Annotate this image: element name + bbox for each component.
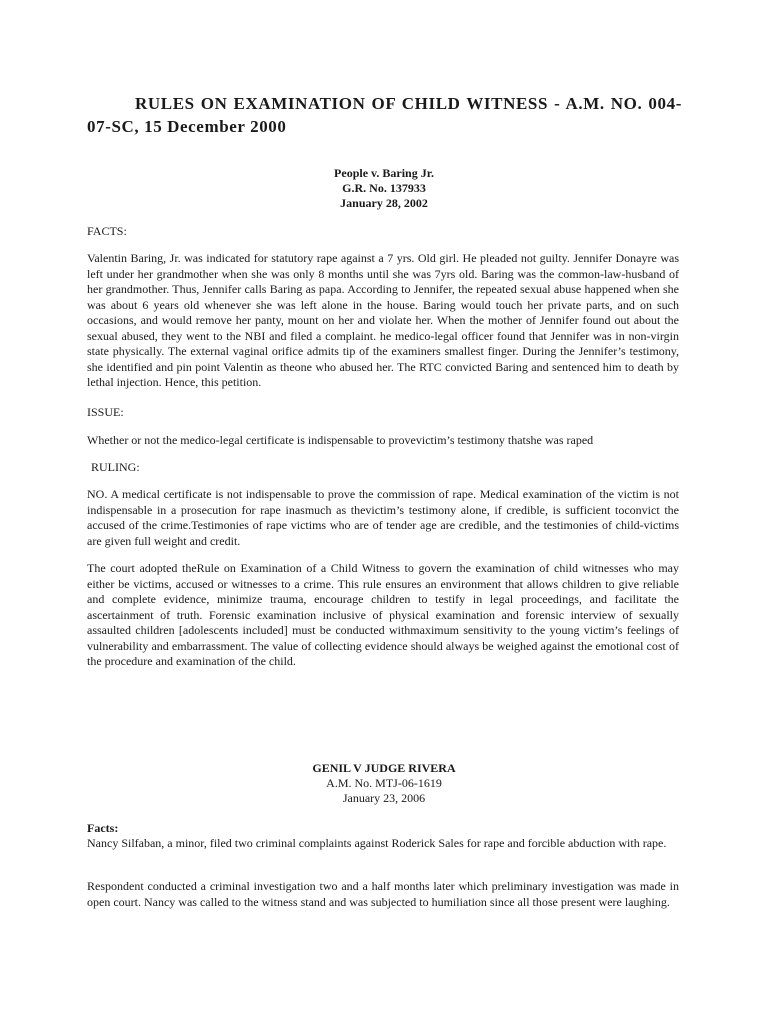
case2-facts-text-1: Nancy Silfaban, a minor, filed two criminal complaints against Roderick Sales for rape and forcible abduction with rape. <box>87 836 667 850</box>
case1-facts-text: Valentin Baring, Jr. was indicated for statutory rape against a 7 yrs. Old girl. He pleaded not guilty. Jennifer Donayre was left under her grandmother when she was only 8 months until she was 7yrs old. Baring was the common-law-husband of her grandmother. Thus, Jennifer calls Baring as papa. According to Jennifer, the repeated sexual abuse happened when she was about 6 years old whenever she was left alone in the house. Baring would touch her private parts, and on such occasions, and would remove her panty, mount on her and violate her. When the mother of Jennifer found out about the sexual abused, they went to the NBI and filed a complaint. he medico-legal officer found that Jennifer was in non-virgin state physically. The external vaginal orifice admits tip of the examiners smallest finger. During the Jennifer’s testimony, she identified and pin point Valentin as theone who abused her. The RTC convicted Baring and sentenced him to death by lethal injection. Hence, this petition. <box>87 251 679 389</box>
case1-gr-number: G.R. No. 137933 <box>342 181 426 195</box>
case2-facts-text-2: Respondent conducted a criminal investigation two and a half months later which preliminary investigation was made in open court. Nancy was called to the witness stand and was subjected to humiliation since all those present were laughing. <box>87 879 679 909</box>
case1-ruling-label: RULING: <box>91 460 140 474</box>
case2-facts-label: Facts: <box>87 821 119 835</box>
case1-ruling-text-2: The court adopted theRule on Examination of a Child Witness to govern the examination of child witnesses who may either be victims, accused or witnesses to a crime. This rule ensures an environment that allows children to give reliable and complete evidence, minimize trauma, encourage children to testify in legal proceedings, and facilitate the ascertainment of truth. Forensic examination inclusive of physical examination and forensic interview of sexually assaulted children [adolescents included] must be conducted withmaximum sensitivity to the young victim’s feelings of vulnerability and embarrassment. The value of collecting evidence should always be weighed against the emotional cost of the procedure and examination of the child. <box>87 561 679 668</box>
case1-issue-text: Whether or not the medico-legal certificate is indispensable to provevictim’s testimony thatshe was raped <box>87 433 594 447</box>
case1-facts-label: FACTS: <box>87 224 127 238</box>
case2-date: January 23, 2006 <box>342 791 426 805</box>
case1-date: January 28, 2002 <box>340 196 428 210</box>
case2-am-number: A.M. No. MTJ-06-1619 <box>326 776 442 790</box>
case1-ruling-text-1: NO. A medical certificate is not indispensable to prove the commission of rape. Medical examination of the victim is not indispensable in a prosecution for rape inasmuch as thevictim’s testimony alone, if credible, is sufficient toconvict the accused of the crime.Testimonies of rape victims who are of tender age are credible, and the testimonies of child-victims are given full weight and credit. <box>87 487 679 548</box>
case2-heading <box>0 761 768 806</box>
document-title: RULES ON EXAMINATION OF CHILD WITNESS - A.M. NO. 004-07-SC, 15 December 2000 <box>87 94 682 136</box>
case1-issue-label: ISSUE: <box>87 405 124 419</box>
case1-heading <box>0 166 768 211</box>
case2-name: GENIL V JUDGE RIVERA <box>312 761 456 775</box>
case1-name: People v. Baring Jr. <box>334 166 434 180</box>
